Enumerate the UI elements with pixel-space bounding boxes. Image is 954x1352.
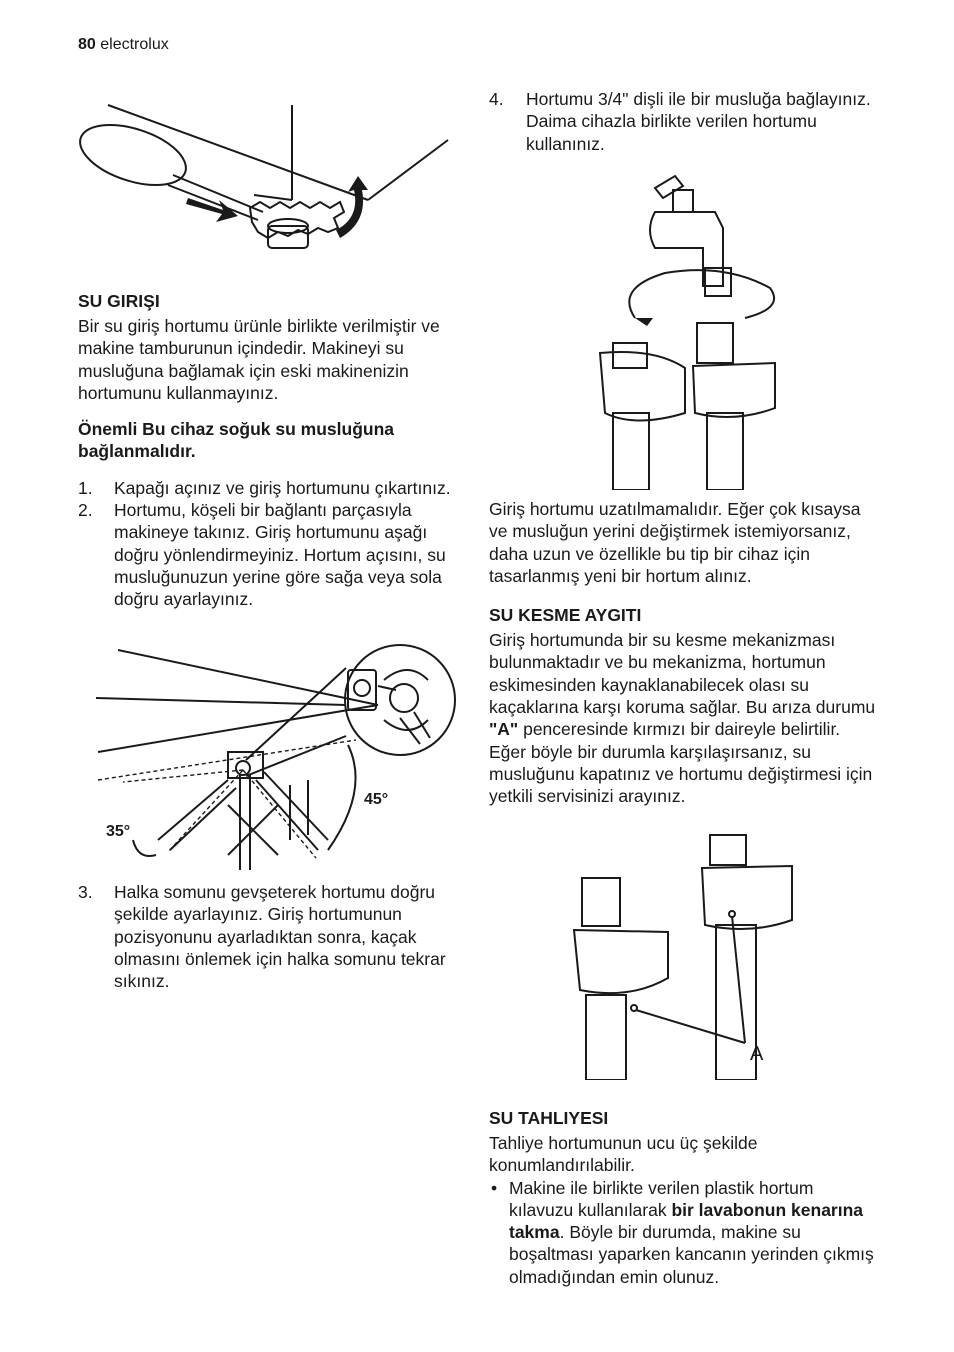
steps-list-right — [489, 88, 881, 155]
list-item — [78, 477, 470, 499]
hose-note: Giriş hortumu uzatılmamalıdır. Eğer çok kısaysa ve musluğun yerini değiştirmek istemiyorsanız, daha uzun ve özellikle bu tip bir cihaz için tasarlanmış yeni bir hortum alınız. — [489, 499, 861, 586]
su-girisi-intro: Bir su giriş hortumu ürünle birlikte verilmiştir ve makine tamburunun içindedir. Makineyi su musluğuna bağlamak için eski makinenizin hortumunu kullanmayınız. — [78, 316, 440, 403]
steps-list-continued — [78, 881, 470, 992]
step3-block — [78, 881, 470, 992]
steps-list — [78, 477, 470, 611]
su-girisi-title: SU GIRIŞI — [78, 291, 160, 311]
list-item — [78, 881, 470, 992]
step-number: 4. — [489, 89, 504, 109]
su-tahliyesi-section — [489, 1107, 881, 1288]
tahliye-bullet-list — [489, 1177, 881, 1288]
angle-label-right: 45° — [364, 791, 389, 808]
bullet-bold-text: bir lavabonun kenarına takma — [509, 1199, 864, 1243]
step-number: 2. — [78, 500, 93, 521]
tap-connection-figure — [595, 168, 785, 490]
window-label: "A" — [489, 719, 519, 740]
list-item — [78, 499, 470, 610]
right-text-block — [489, 498, 881, 808]
angle-label-left: 35° — [106, 823, 131, 840]
step-text: Halka somunu gevşeterek hortumu doğru şekilde ayarlayınız. Giriş hortumunun pozisyonunu ayarladıktan sonra, kaçak olmasını önlemek için halka somunu tekrar sıkınız. — [114, 882, 446, 992]
su-tahliyesi-title: SU TAHLIYESI — [489, 1108, 609, 1128]
list-item: • Makine ile birlikte verilen plastik hortum kılavuzu kullanılarak bir lavabonun kenarına takma. Böyle bir durumda, makine su boşaltması yaparken kancanın yerinden çıkmış olmadığından emin olunuz. — [491, 1177, 874, 1287]
step-text: Kapağı açınız ve giriş hortumunu çıkartınız. — [114, 477, 451, 498]
step-text: Hortumu, köşeli bir bağlantı parçasıyla makineye takınız. Giriş hortumunu aşağı doğru yönlendirmeyiniz. Hortum açısını, su musluğunuzun yerine göre sağa veya sola doğru ayarlayınız. — [114, 500, 446, 610]
page-number: 80 — [78, 36, 96, 53]
step-number: 1. — [78, 477, 93, 498]
step-number: 3. — [78, 882, 93, 902]
brand-name: electrolux — [100, 36, 169, 53]
wrench-foot-figure — [78, 100, 470, 270]
page-header — [78, 36, 169, 54]
hose-angle-figure — [78, 640, 470, 870]
su-kesme-title: SU KESME AYGITI — [489, 605, 642, 626]
important-note: Önemli Bu cihaz soğuk su musluğuna bağlanmalıdır. — [78, 419, 395, 462]
step-text: Hortumu 3/4" dişli ile bir musluğa bağlayınız. Daima cihazla birlikte verilen hortumu kullanınız. — [526, 89, 871, 154]
su-kesme-text: Giriş hortumunda bir su kesme mekanizması bulunmaktadır ve bu mekanizma, hortumun eskimesinden kaynaklanabilecek olası su kaçaklarına karşı koruma sağlar. Bu arıza durumu "A" penceresinde kırmızı bir daireyle belirtilir. Eğer böyle bir durumla karşılaşırsanız, su musluğunu kapatınız ve hortumu değiştirmesi için yetkili servisinizi arayınız. — [489, 630, 876, 807]
bullet-symbol: • — [491, 1177, 498, 1198]
su-girisi-section — [78, 290, 470, 611]
figure-label-a: A — [750, 1043, 764, 1065]
list-item — [489, 88, 881, 155]
step4-block — [489, 88, 881, 155]
su-tahliyesi-intro: Tahliye hortumunun ucu üç şekilde konumlandırılabilir. — [489, 1133, 758, 1176]
water-stop-figure — [570, 830, 800, 1080]
